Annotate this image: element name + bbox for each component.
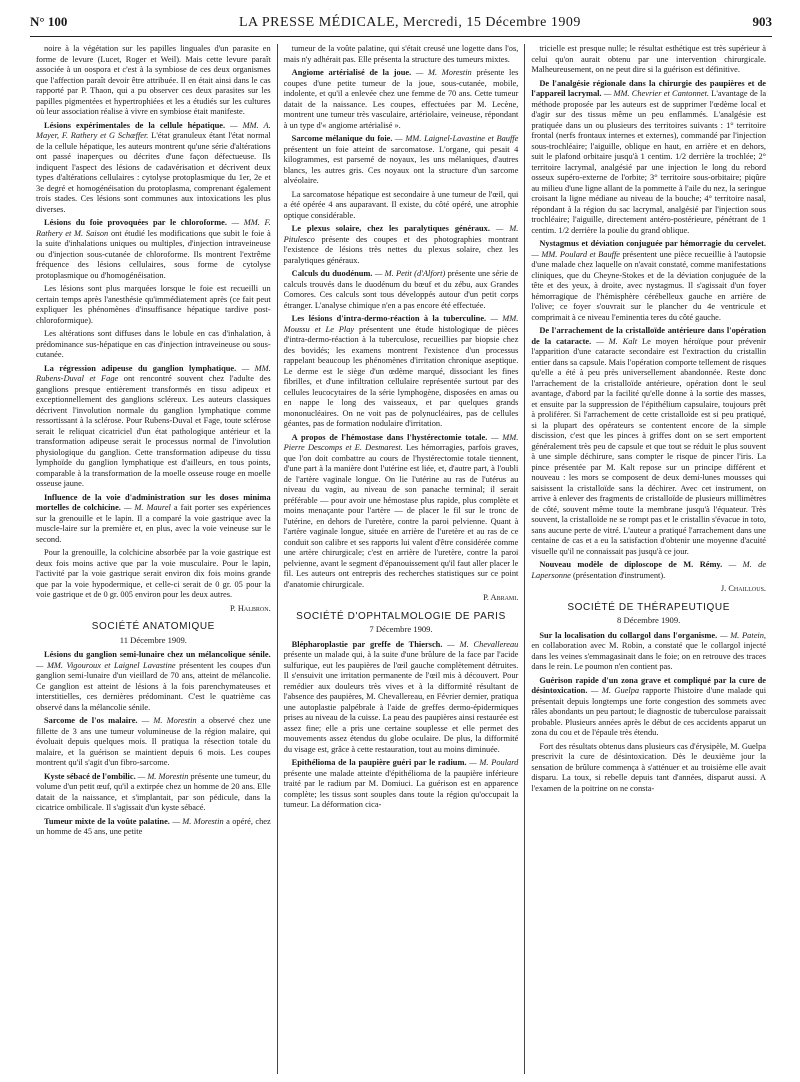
article-paragraph <box>284 224 519 266</box>
article-paragraph <box>36 548 271 601</box>
paragraph-authors: — M. Patein, <box>719 630 767 640</box>
paragraph-lead: Les lésions d'intra-dermo-réaction à la tuberculine. <box>291 314 487 323</box>
article-paragraph <box>36 817 271 838</box>
paragraph-lead: Blépharoplastie par greffe de Thiersch. <box>291 639 443 649</box>
session-date: 8 Décembre 1909. <box>617 615 681 625</box>
article-paragraph <box>284 44 519 65</box>
session-date: 7 Décembre 1909. <box>369 624 433 634</box>
paragraph-lead: Lésions expérimentales de la cellule hépatique. <box>44 120 226 130</box>
paragraph-body: (présentation d'instrument). <box>573 570 666 580</box>
society-title: SOCIÉTÉ DE THÉRAPEUTIQUE <box>567 601 730 613</box>
article-paragraph <box>36 772 271 814</box>
page-number: 903 <box>752 14 772 29</box>
article-paragraph <box>531 560 766 581</box>
newspaper-title: LA PRESSE MÉDICALE, Mercredi, 15 Décembre 1909 <box>239 15 581 30</box>
article-paragraph <box>284 758 519 811</box>
article-paragraph <box>531 676 766 739</box>
paragraph-body: présente une tumeur, du volume d'un petit œuf, qu'il a extirpée chez un homme de 20 ans. Elle datait de la naissance, et s'implantait, par son pédicule, dans la cicatrice ombilicale. Il s'agissait d'un kyste sébacé. <box>36 771 271 812</box>
paragraph-authors: — M. Kalt <box>596 336 638 346</box>
paragraph-body: ont rencontré souvent chez l'adulte des ganglions presque entièrement transformés en tissu adipeux et exceptionnellement des ganglions scléreux. Les auteurs classiques décrivent l'involution normale du ganglion lymphatique comme ressortissant à la sclérose. Pour Rubens-Duval et Fage, toute sclérose serait le reliquat cicatriciel d'un état pathologique antérieur et la transformation adipeuse serait le processus normal de l'involution physiologique du ganglion. Cette transformation adipeuse du tissu lymphoïde du ganglion lymphatique est d'ailleurs, en tous points, comparable à la transformation de la moelle osseuse rouge en moelle osseuse jaune. <box>36 374 271 488</box>
paragraph-authors: — M. de Lapersonne <box>531 560 767 580</box>
paragraph-authors: — M. Morestin <box>415 68 472 77</box>
society-heading <box>284 612 519 635</box>
paragraph-body: L'état granuleux étant l'état normal de la cellule hépatique, les auteurs montrent qu'une série d'altérations ont passé inaperçues ou décrites d'une façon défectueuse. Ils indiquent l'aspect des lésions de cadavérisation et décrivent deux types d'altérations cellulaires : cytolyse protoplasmique du 1er, 2e et 3e degré et homogénéisation du protoplasma, comprenant également trois stades. Ces lésions sont communes aux intoxications les plus diverses. <box>36 131 271 214</box>
paragraph-lead: A propos de l'hémostase dans l'hystérectomie totale. <box>291 432 488 442</box>
paragraph-body: Le moyen héroïque pour prévenir l'apparition d'une cataracte secondaire est l'extraction du cristallin entier dans sa capsule. Mais l'opération comporte tellement de risques qu'elle a été à peu près universellement abandonnée. Reste donc l'arrachement de la cristalloïde antérieure, opération dont le seul avantage, d'abord par la facilité qu'elle donne à la sortie des masses, et ensuite par la suppression de l'épithélium capsulaire, toujours prêt à proliférer. Si l'arrachement de cette cristalloïde est si peu pratiqué, si la plupart des opérateurs se contentent encore de la simple discission, c'est que les pinces à griffes dont on se sert emportent généralement très peu de capsule et que tout se réduit le plus souvent à une simple déchirure, sans compter le risque de pincer l'iris. La pince présentée par M. Kalt repose sur un principe différent et nouveau : les mors se composent de deux demi-lunes mousses qui saisissent la cristalloïde sans la déchirer. Avec cet instrument, on arrive à enlever des fragments de cristalloïde de plusieurs millimètres de côté, souvent même toute la membrane jusqu'à l'équateur. Très souvent, la cristalloïde ne se rompt pas et le cristallin s'évacue in toto, sans aucune perte de vitré. L'auteur a pratiqué l'arrachement dans une centaine de cas et a eu la satisfaction d'obtenir une moyenne d'acuité visuelle qu'il ne connaissait pas jusqu'à ce jour. <box>531 336 767 556</box>
paragraph-body: L'avantage de la méthode proposée par les auteurs est de supprimer l'œdème local et d'agir sur des tissus même un peu enflammés. L'analgésie est pratiquée dans un ou plusieurs des territoires suivants : 1° territoire frontal (nerfs frontaux internes et externes), commandé par l'injection sous-trochléaire; l'aiguille, oblique en haut, en arrière et en dehors, suit le plafond orbitaire jusqu'à 1 centim. 1/2 derrière la trochlée; 2° territoire lacrymal, analgésié par une injection le long du rebord osseux supéro-externe de l'orbite; 3° territoire sous-orbitaire; piqûre au milieu d'une ligne allant de la pommette à l'aile du nez, la seringue croisant la ligne médiane au niveau de la bouche; 4° territoire nasal, répondant à la région du sac lacrymal, analgésié par l'injection sous trochléaire; l'aiguille, directement antéro-postérieure, pénétrant de 1 centim. 1/2 derrière la poulie du grand oblique. <box>531 89 767 235</box>
column-2 <box>277 44 525 1074</box>
article-paragraph <box>36 329 271 361</box>
paragraph-authors: — MM. Poulard et Bauffe <box>531 249 621 259</box>
paragraph-lead: La régression adipeuse du ganglion lymphatique. <box>44 363 237 373</box>
article-paragraph <box>36 284 271 326</box>
report-signature: P. Halbron. <box>229 603 271 613</box>
paragraph-authors: — M. Maurel <box>123 503 171 512</box>
paragraph-body: Pour la grenouille, la colchicine absorbée par la voie gastrique est deux fois moins active que par la voie musculaire. Pour le lapin, l'activité par la voie gastrique serait environ dix fois moins grande que par la voie hypodermique, et celle-ci serait de 0 gr. 05 pour la voie gastrique et de 0 gr. 005 environ pour les deux autres. <box>36 548 271 599</box>
paragraph-body: présentent un foie atteint de sarcomatose. L'organe, qui pesait 4 kilogrammes, est parsemé de noyaux, les uns mélaniques, d'autres blancs, les autres gris. Ces noyaux ont la structure d'un sarcome alvéolaire. <box>283 144 519 185</box>
paragraph-body: rapporte l'histoire d'une malade qui présentait depuis longtemps une forte congestion des sommets avec râles abondants un peu partout; le diagnostic de tuberculose paraissait probable. Plusieurs années après le début de ces accidents apparut un zona du cou et de l'épaule très étendu. <box>531 686 767 737</box>
paragraph-lead: Kyste sébacé de l'ombilic. <box>44 771 136 781</box>
article-paragraph <box>531 631 766 673</box>
paragraph-body: Les hémorragies, parfois graves, que l'on doit combattre au cours de l'hystérectomie totale tiennent, d'une part à la manière dont l'utérine est liée, et, d'autre part, à l'oubli de l'artère vaginale longue. On lie l'utérine au ras de l'utérus au niveau du vagin, au niveau de son panache terminal; il serait préférable — pour avoir une hémostase plus rapide, plus complète et moins menaçante pour l'artère — de placer le fil sur le tronc de l'utérine, en dehors de l'uretère, contre la paroi pelvienne. Quant à l'artère vaginale longue, située en arrière de l'uretère et au ras de ce conduit son calibre et ses rapports lui valent d'être considérée comme une artère chirurgicale; c'est en arrière de l'uretère, contre la paroi pelvienne, avant le segment d'épanouissement qu'il faut aller placer le fil. Les auteurs ont entrepris des recherches statistiques sur ce point d'anatomie chirurgicale. <box>283 443 519 589</box>
society-heading <box>36 622 271 645</box>
article-paragraph <box>284 134 519 187</box>
paragraph-body: a opéré, chez un homme de 45 ans, une petite <box>36 816 271 836</box>
paragraph-body: tricielle est presque nulle; le résultat esthétique est très supérieur à celui qu'on aurait obtenu par une intervention chirurgicale. Malheureusement, on ne peut dire si la guérison est définitive. <box>531 44 767 74</box>
article-paragraph <box>284 314 519 430</box>
column-3 <box>524 44 772 1074</box>
paragraph-lead: Calculs du duodénum. <box>291 269 373 278</box>
paragraph-authors: — M. Pitulesco <box>283 224 519 244</box>
article-paragraph <box>284 640 519 756</box>
article-paragraph <box>531 239 766 323</box>
paragraph-body: présentent une pièce recueillie à l'autopsie d'une malade chez laquelle on n'avait constaté, comme manifestations cliniques, que du Cheyne-Stokes et de la déviation conjuguée de la tête et des yeux, à droite, avec nystagmus. Il s'agissait d'un foyer hémorragique de l'hémisphère cérébelleux gauche en arrière de l'olive; ce foyer s'ouvrait sur le plancher du 4e ventricule et comprimait à ce niveau l'eminentia teres du côté gauche. <box>531 249 767 322</box>
paragraph-body: noire à la végétation sur les papilles linguales d'un parasite en forme de levure (Lucet, Roger et Weil). Mais cette levure paraît associée à un oospora et c'est à la symbiose de ces deux organismes que l'affection paraît devoir être attribuée. Il en était ainsi dans le cas rapporté par P. Thaon, qui a pu observer ces deux parasites sur les papilles pigmentées et hypertrophiées et les a étudiés sur les cultures où leur association réalise à vivre en symbiose était manifeste. <box>36 44 271 116</box>
society-title: SOCIÉTÉ ANATOMIQUE <box>91 621 215 632</box>
paragraph-body: présente un malade qui, à la suite d'une brûlure de la face par l'acide sulfurique, eut les paupières de l'œil gauche complètement détruites. Il s'ensuivit une irritation permanente de l'œil mis à découvert. Pour remédier aux douleurs très vives et à la difformité résultant de l'absence des paupières, M. Chevallereau, en Février dernier, pratiqua une autoplastie palpébrale à l'aide de greffes dermo-épidermiques prises au niveau de la cuisse. La peau des paupières ainsi restaurée est assez fine; elle a pris une certaine souplesse et elle permet des mouvements assez étendus du globe oculaire. De plus, la difformité du visage est, grâce à cette restauration, tout au moins diminuée. <box>283 650 519 754</box>
paragraph-authors: — MM. Chevrier et Cantonnet. <box>603 89 710 98</box>
article-paragraph <box>36 121 271 216</box>
paragraph-authors: — M. Morestin <box>137 771 189 781</box>
paragraph-body: La sarcomatose hépatique est secondaire à une tumeur de l'œil, qui a été opérée 4 ans auparavant. Il existe, du côté opéré, une atrophie optique considérable. <box>283 189 519 220</box>
paragraph-lead: Guérison rapide d'un zona grave et compliqué par la cure de désintoxication. <box>531 675 767 695</box>
paragraph-authors: — MM. Vigouroux et Laignel Lavastine <box>36 660 176 670</box>
article-paragraph <box>284 190 519 222</box>
paragraph-lead: Angiome artérialisé de la joue. <box>291 68 412 77</box>
paragraph-body: présente des coupes et des photographies montrant l'existence de lésions très nettes du plexus solaire, chez les paralytiques généraux. <box>283 234 519 265</box>
paragraph-body: tumeur de la voûte palatine, qui s'était creusé une logette dans l'os, mais n'y adhérait pas. Elle présenta la structure des tumeurs mixtes. <box>283 44 519 64</box>
paragraph-lead: De l'analgésie régionale dans la chirurgie des paupières et de l'appareil lacrymal. <box>531 78 767 98</box>
paragraph-authors: — MM. Moussu et Le Play <box>283 314 519 334</box>
running-header <box>30 14 772 37</box>
article-paragraph <box>531 742 766 795</box>
paragraph-authors: — MM. F. Rathery et M. Saison <box>36 218 271 238</box>
paragraph-body: Fort des résultats obtenus dans plusieurs cas d'érysipèle, M. Guelpa prescrivit la cure de désintoxication. Dès le deuxième jour la sensation de brûlure commença à s'atténuer et au troisième elle avait disparu. La toux, si rebelle depuis tant d'années, disparut aussi. A l'examen de la poitrine on ne consta- <box>531 741 767 793</box>
article-paragraph <box>284 68 519 131</box>
paragraph-lead: Sarcome de l'os malaire. <box>44 716 138 725</box>
paragraph-lead: Influence de la voie d'administration sur les doses minima mortelles de colchicine. <box>36 492 271 512</box>
paragraph-body: présentent les coupes d'un ganglion semi-lunaire d'un vieillard de 70 ans, atteint de mélancolie. Ce ganglion est atteint de lésions à la fois parenchymateuses et interstitielles, ces dernières prédominant. C'est le quatrième cas observé dans la mélancolie sénile. <box>36 660 271 712</box>
paragraph-authors: — M. Morestin <box>172 816 224 826</box>
article-paragraph <box>36 44 271 118</box>
paragraph-authors: — MM. Laignel-Lavastine et Bauffe <box>395 134 519 143</box>
column-1 <box>30 44 277 1074</box>
paragraph-body: en collaboration avec M. Robin, a constaté que le collargol injecté dans les veines s'emmagasinait dans le foie; on en retrouve des traces dans le rein. Le poumon n'en contient pas. <box>531 641 767 671</box>
paragraph-body: présentent une étude histologique de pièces d'intra-dermo-réaction à la tuberculose, recueillies par biopsie chez des bovidés; les examens montrent l'existence d'un processus rappelant beaucoup les phénomènes d'irritation chronique aseptique. Le derme est le siège d'un œdème marqué, dissociant les fines fibrilles, et d'une infiltration cellulaire représentée surtout par des cellules leucocytaires de la série lymphogène, disposées en amas ou en nappe le long des vaisseaux, et par quelques grands mononucléaires. On ne voit pas de polynucléaires, pas de cellules géantes, pas de formation nodulaire d'irritation. <box>283 324 519 428</box>
paragraph-authors: — M. Morestin <box>141 716 197 725</box>
paragraph-authors: — M. Petit (d'Alfort) <box>374 269 446 278</box>
paragraph-body: a observé chez une fillette de 3 ans une tumeur volumineuse de la région malaire, qui évoluait depuis quelques mois. Il pratiqua la résection totale du malaire, et la guérison se maintient depuis 6 mois. Les coupes montrent qu'il s'agit d'un fibro-sarcome. <box>36 716 271 767</box>
paragraph-authors: — M. Chevallereau <box>447 639 519 649</box>
article-paragraph <box>36 218 271 281</box>
paragraph-body: présente une malade atteinte d'épithélioma de la paupière inférieure traité par le radium par M. Domiuci. La guérison est en apparence complète; les tissus sont souples dans toute la région qu'occupait la tumeur. La déformation cica- <box>283 768 519 809</box>
article-paragraph <box>36 650 271 713</box>
paragraph-authors: — M. Guelpa <box>590 686 640 695</box>
paragraph-lead: Epithélioma de la paupière guéri par le radium. <box>291 758 467 767</box>
paragraph-authors: — MM. Rubens-Duval et Fage <box>36 363 271 383</box>
society-title: SOCIÉTÉ D'OPHTALMOLOGIE DE PARIS <box>296 610 506 622</box>
paragraph-body: présente les coupes d'une petite tumeur de la joue, sous-cutanée, mobile, indolente, et qu'il a enlevée chez une femme de 70 ans. Cette tumeur datait de la naissance. Les coupes, effectuées par M. Lecène, montrent une tumeur très vasculaire, artériolaire, veineuse, répondant à un type d'« angiome artérialisé ». <box>283 68 519 130</box>
paragraph-lead: Tumeur mixte de la voûte palatine. <box>44 816 170 826</box>
paragraph-lead: Sarcome mélanique du foie. <box>291 134 393 143</box>
paragraph-body: a fait porter ses expériences sur la grenouille et le lapin. Il a comparé la voie gastrique avec la muscle-laire sur la première et, en plus, avec la voie veineuse sur le second. <box>36 503 271 544</box>
paragraph-lead: Lésions du foie provoquées par le chloroforme. <box>44 218 227 227</box>
report-signature: J. Chaillous. <box>720 584 767 593</box>
paragraph-body: Les lésions sont plus marquées lorsque le foie est recueilli un certain temps après l'anesthésie qu'immédiatement après (ce fait peut expliquer les phénomènes d'insuffisance hépatique tardive post-chloroformique). <box>36 284 271 325</box>
article-paragraph <box>284 433 519 591</box>
paragraph-lead: Nouveau modèle de diploscope de M. Rémy. <box>539 560 723 569</box>
report-signature: P. Abrami. <box>483 593 519 602</box>
paragraph-authors: — M. Poulard <box>469 758 519 767</box>
paragraph-body: ont étudié les modifications que subit le foie à la suite d'inhalations uniques ou multiples, d'injection intraveineuse ou d'injection sous-cutanée de chloroforme. Ils montrent l'extrême fréquence des lésions cellulaires, sous forme de cytolyse protoplasmique ou d'homogénéisation. <box>36 228 271 280</box>
article-columns <box>30 44 772 1074</box>
paragraph-lead: De l'arrachement de la cristalloïde antérieure dans l'opération de la cataracte. <box>531 326 767 346</box>
society-heading <box>531 603 766 626</box>
article-paragraph <box>36 716 271 769</box>
paragraph-authors: — MM. Pierre Descomps et E. Desmarest. <box>283 432 519 452</box>
article-paragraph <box>531 79 766 237</box>
paragraph-lead: Sur la localisation du collargol dans l'organisme. <box>539 630 718 640</box>
paragraph-lead: Le plexus solaire, chez les paralytiques généraux. <box>291 224 490 233</box>
article-paragraph <box>36 364 271 490</box>
article-paragraph <box>531 44 766 76</box>
paragraph-lead: Lésions du ganglion semi-lunaire chez un mélancolique sénile. <box>44 650 271 659</box>
article-paragraph <box>531 326 766 557</box>
article-paragraph <box>284 269 519 311</box>
paragraph-body: Les altérations sont diffuses dans le lobule en cas d'inhalation, à prédominance sus-hépatique en cas d'injection intraveineuse ou sous-cutanée. <box>36 329 271 359</box>
paragraph-lead: Nystagmus et déviation conjuguée par hémorragie du cervelet. <box>539 239 767 248</box>
issue-number: N° 100 <box>30 14 68 29</box>
session-date: 11 Décembre 1909. <box>119 634 187 645</box>
paragraph-body: présente une série de calculs trouvés dans le duodénum du bœuf et du zébu, aux Grandes Comores. Ces calculs sont tous développés autour d'un petit corps étranger. L'analyse chimique n'en a pas encore été effectuée. <box>283 269 519 310</box>
paragraph-authors: — MM. A. Mayer, F. Rathery et G Schæffer. <box>36 120 271 140</box>
article-paragraph <box>36 493 271 546</box>
